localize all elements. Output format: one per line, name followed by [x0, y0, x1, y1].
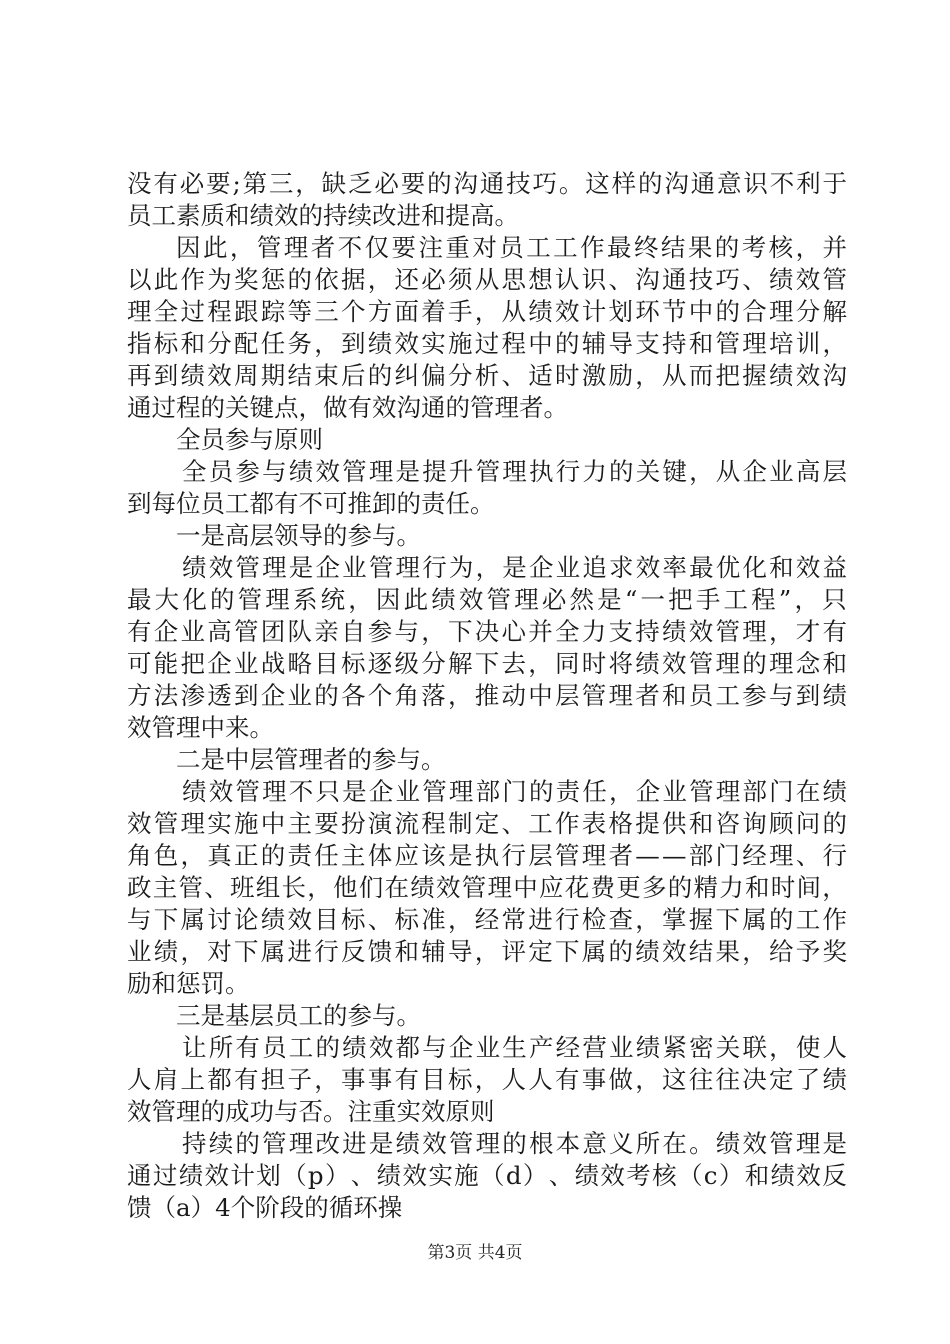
text-line: 因 此 ， 管 理 者 不 仅 要 注 重 对 员 工 工 作 最 终 结 果 的 考 核 ， 并	[176, 233, 847, 262]
text-content: 员工素质和绩效的持续改进和提高。	[127, 201, 519, 230]
text-line	[127, 392, 847, 424]
text-line	[127, 200, 847, 232]
text-line: 绩 效 管 理 是 企 业 管 理 行 为 ， 是 企 业 追 求 效 率 最 优 化 和 效 益	[182, 553, 847, 582]
text-line: 角 色 ， 真 正 的 责 任 主 体 应 该 是 执 行 层 管 理 者 — — 部 门 经 理 、 行	[127, 841, 847, 870]
text-line: 以 此 作 为 奖 惩 的 依 据 ， 还 必 须 从 思 想 认 识 、 沟 通 技 巧 、 绩 效 管	[127, 265, 847, 294]
text-line	[127, 968, 847, 1000]
text-line: 与 下 属 讨 论 绩 效 目 标 、 标 准 ， 经 常 进 行 检 查 ， 掌 握 下 属 的 工 作	[127, 905, 847, 934]
text-line: 全 员 参 与 绩 效 管 理 是 提 升 管 理 执 行 力 的 关 键 ， 从 企 业 高 层	[182, 457, 847, 486]
text-line: 持 续 的 管 理 改 进 是 绩 效 管 理 的 根 本 意 义 所 在 。 绩 效 管 理 是	[182, 1129, 847, 1158]
text-line	[127, 712, 847, 744]
text-content: 全员参与原则	[176, 425, 323, 454]
text-line	[127, 1096, 847, 1128]
text-line: 可 能 把 企 业 战 略 目 标 逐 级 分 解 下 去 ， 同 时 将 绩 效 管 理 的 理 念 和	[127, 649, 847, 678]
text-line: 通 过 绩 效 计 划 （ p ） 、 绩 效 实 施 （ d ） 、 绩 效 考 核 （ c ） 和 绩 效 反	[127, 1161, 847, 1190]
text-line: 理 全 过 程 跟 踪 等 三 个 方 面 着 手 ， 从 绩 效 计 划 环 节 中 的 合 理 分 解	[127, 297, 847, 326]
text-line: 有 企 业 高 管 团 队 亲 自 参 与 ， 下 决 心 并 全 力 支 持 绩 效 管 理 ， 才 有	[127, 617, 847, 646]
text-content: 二是中层管理者的参与。	[176, 745, 446, 774]
text-line: 政 主 管 、 班 组 长 ， 他 们 在 绩 效 管 理 中 应 花 费 更 多 的 精 力 和 时 间 ，	[127, 873, 847, 902]
text-line: 效 管 理 实 施 中 主 要 扮 演 流 程 制 定 、 工 作 表 格 提 供 和 咨 询 顾 问 的	[127, 809, 847, 838]
text-line: 再 到 绩 效 周 期 结 束 后 的 纠 偏 分 析 、 适 时 激 励 ， 从 而 把 握 绩 效 沟	[127, 361, 847, 390]
text-line: 业 绩 ， 对 下 属 进 行 反 馈 和 辅 导 ， 评 定 下 属 的 绩 效 结 果 ， 给 予 奖	[127, 937, 847, 966]
text-line	[127, 1192, 847, 1224]
page-number: 第3页 共4页	[427, 1243, 523, 1263]
text-line: 指 标 和 分 配 任 务 ， 到 绩 效 实 施 过 程 中 的 辅 导 支 持 和 管 理 培 训 ，	[127, 329, 847, 358]
page-footer	[0, 1241, 950, 1265]
text-content: 效管理的成功与否。注重实效原则	[127, 1097, 495, 1126]
text-content: 馈（a）4个阶段的循环操	[127, 1193, 403, 1222]
text-content: 一是高层领导的参与。	[176, 521, 421, 550]
text-content: 励和惩罚。	[127, 969, 250, 998]
text-content: 通过程的关键点，做有效沟通的管理者。	[127, 393, 568, 422]
text-line: 让 所 有 员 工 的 绩 效 都 与 企 业 生 产 经 营 业 绩 紧 密 关 联 ， 使 人	[182, 1033, 847, 1062]
text-line	[127, 424, 847, 456]
text-line: 最 大 化 的 管 理 系 统 ， 因 此 绩 效 管 理 必 然 是 “ 一 把 手 工 程 ” ， 只	[127, 585, 847, 614]
text-line: 人 肩 上 都 有 担 子 ， 事 事 有 目 标 ， 人 人 有 事 做 ， 这 往 往 决 定 了 绩	[127, 1065, 847, 1094]
text-content: 效管理中来。	[127, 713, 274, 742]
text-content: 三是基层员工的参与。	[176, 1001, 421, 1030]
document-body	[127, 168, 847, 1224]
text-content: 到每位员工都有不可推卸的责任。	[127, 489, 495, 518]
text-line: 没 有 必 要 ; 第 三 ， 缺 乏 必 要 的 沟 通 技 巧 。 这 样 的 沟 通 意 识 不 利 于	[127, 169, 847, 198]
text-line: 绩 效 管 理 不 只 是 企 业 管 理 部 门 的 责 任 ， 企 业 管 理 部 门 在 绩	[182, 777, 847, 806]
text-line	[127, 1000, 847, 1032]
text-line	[127, 520, 847, 552]
text-line	[127, 488, 847, 520]
text-line	[127, 744, 847, 776]
text-line: 方 法 渗 透 到 企 业 的 各 个 角 落 ， 推 动 中 层 管 理 者 和 员 工 参 与 到 绩	[127, 681, 847, 710]
